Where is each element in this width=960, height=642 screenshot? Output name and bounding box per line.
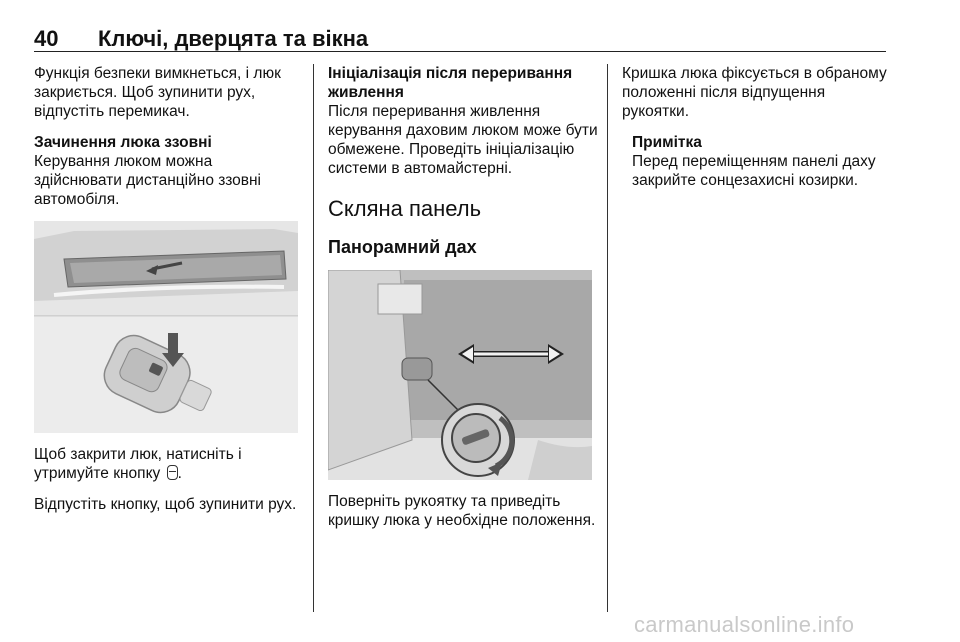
illustration-roof-and-key [34,221,298,433]
subtitle-panoramic-roof: Панорамний дах [328,237,477,257]
paragraph-fixed-position: Кришка люка фіксується в обраному положенні після відпущення рукоятки. [622,65,887,120]
illustration-panoramic-roof-handle [328,270,592,480]
sunroof-close-key-icon [167,465,178,480]
column-divider-1 [313,64,314,612]
column-divider-2 [607,64,608,612]
paragraph-init: Після переривання живлення керування даховим люком може бути обмежене. Проведіть ініціалізацію системи в автомайстерні. [328,103,598,177]
section-title-glass-panel: Скляна панель [328,196,482,221]
heading-init: Ініціалізація після переривання живлення [328,65,573,101]
note-text: Перед переміщенням панелі даху закрийте сонцезахисні козирки. [632,153,876,189]
note-label: Примітка [632,134,702,151]
page-number: 40 [34,26,59,51]
page-title: Ключі, дверцята та вікна [98,26,369,51]
paragraph-release: Відпустіть кнопку, щоб зупинити рух. [34,496,297,513]
paragraph-remote: Керування люком можна здійснювати дистанційно ззовні автомобіля. [34,153,261,208]
paragraph-turn-handle: Поверніть рукоятку та приведіть кришку люка у необхідне положення. [328,493,596,529]
header-rule [34,51,886,52]
column-1 [34,64,302,526]
column-3 [622,64,892,190]
paragraph-press-hold: Щоб закрити люк, натисніть і утримуйте кнопку . [34,446,242,482]
note-box [632,133,892,190]
heading-close-outside: Зачинення люка ззовні [34,134,212,151]
column-2 [328,64,598,542]
paragraph-safety: Функція безпеки вимкнеться, і люк закриється. Щоб зупинити рух, відпустіть перемикач. [34,65,281,120]
watermark: carmanualsonline.info [634,612,855,637]
